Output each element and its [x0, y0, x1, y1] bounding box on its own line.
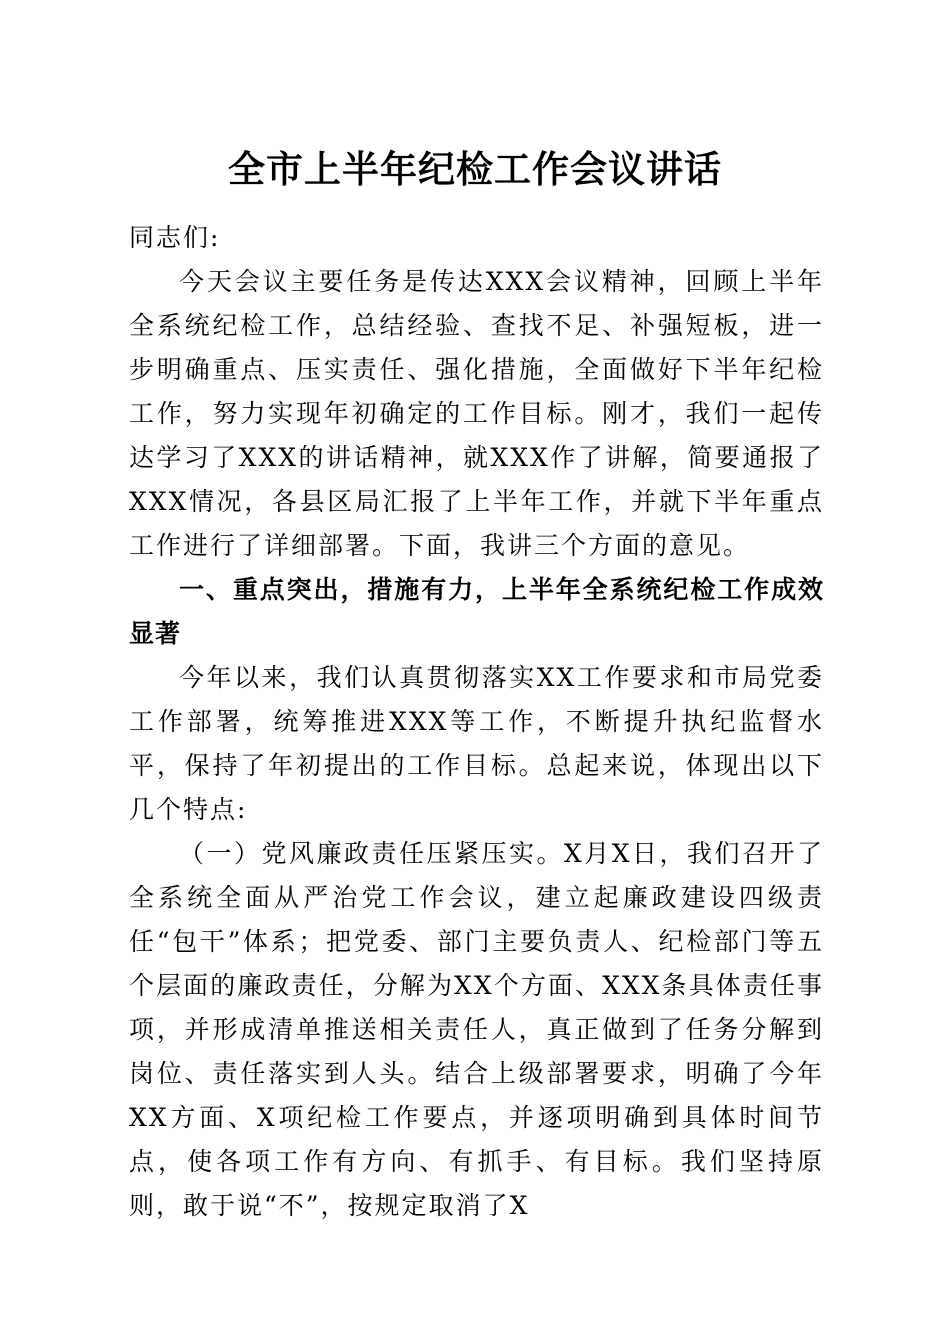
section-heading-1: 一、重点突出，措施有力，上半年全系统纪检工作成效显著 — [129, 575, 824, 648]
document-title: 全市上半年纪检工作会议讲话 — [228, 148, 722, 191]
paragraph-intro: 今天会议主要任务是传达XXX会议精神，回顾上半年全系统纪检工作，总结经验、查找不足、补强短板，进一步明确重点、压实责任、强化措施，全面做好下半年纪检工作，努力实现年初确定的工作目标。刚才，我们一起传达学习了XXX的讲话精神，就XXX作了讲解，简要通报了XXX情况，各县区局汇报了上半年工作，并就下半年重点工作进行了详细部署。下面，我讲三个方面的意见。 — [129, 267, 824, 560]
paragraph-point-1: （一）党风廉政责任压紧压实。X月X日，我们召开了全系统全面从严治党工作会议，建立起廉政建设四级责任“包干”体系；把党委、部门主要负责人、纪检部门等五个层面的廉政责任，分解为XX个方面、XXX条具体责任事项，并形成清单推送相关责任人，真正做到了任务分解到岗位、责任落实到人头。结合上级部署要求，明确了今年XX方面、X项纪检工作要点，并逐项明确到具体时间节点，使各项工作有方向、有抓手、有目标。我们坚持原则，敢于说“不”，按规定取消了X — [129, 839, 824, 1220]
document-body — [129, 216, 824, 1228]
paragraph-overview: 今年以来，我们认真贯彻落实XX工作要求和市局党委工作部署，统筹推进XXX等工作，不断提升执纪监督水平，保持了年初提出的工作目标。总起来说，体现出以下几个特点: — [129, 663, 824, 824]
greeting: 同志们: — [129, 223, 221, 252]
